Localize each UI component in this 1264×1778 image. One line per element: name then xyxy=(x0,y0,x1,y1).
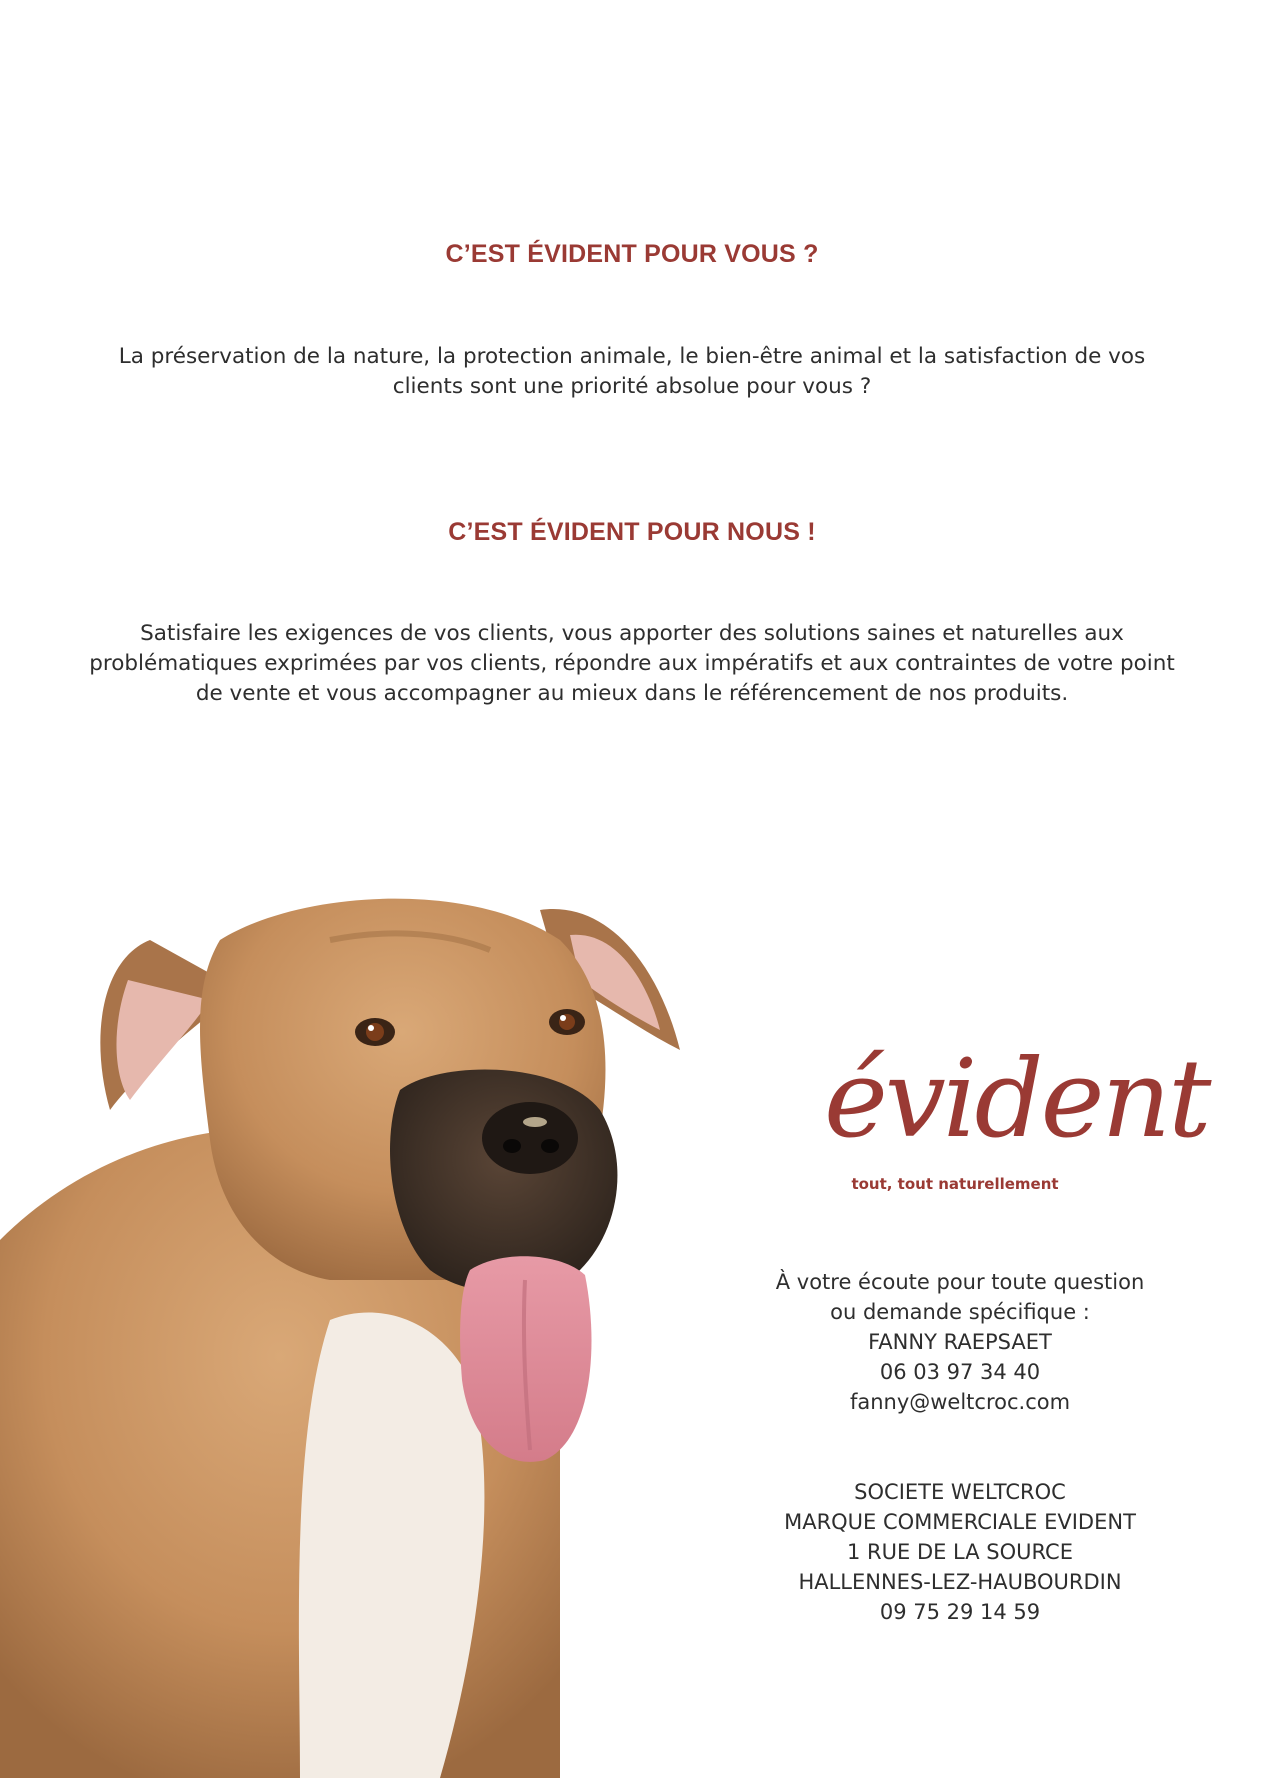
company-street: 1 RUE DE LA SOURCE xyxy=(847,1540,1073,1564)
contact-name: FANNY RAEPSAET xyxy=(868,1330,1052,1354)
dog-photo xyxy=(0,880,720,1778)
company-city: HALLENNES-LEZ-HAUBOURDIN xyxy=(798,1570,1122,1594)
paragraph-pour-nous xyxy=(60,619,1204,709)
contact-block xyxy=(730,1267,1190,1417)
company-brand: MARQUE COMMERCIALE EVIDENT xyxy=(784,1510,1136,1534)
contact-intro: ou demande spécifique : xyxy=(830,1300,1090,1324)
heading-pour-vous: C’EST ÉVIDENT POUR VOUS ? xyxy=(445,240,819,268)
contact-email[interactable]: fanny@weltcroc.com xyxy=(849,1390,1071,1414)
logo-tagline: tout, tout naturellement xyxy=(851,1175,1059,1193)
company-address-block xyxy=(730,1477,1190,1627)
evident-logo xyxy=(770,1035,1209,1215)
contact-phone: 06 03 97 34 40 xyxy=(879,1360,1041,1384)
paragraph-line: clients sont une priorité absolue pour vous ? xyxy=(392,374,872,399)
paragraph-line: Satisfaire les exigences de vos clients, vous apporter des solutions saines et naturelles aux xyxy=(140,621,1124,646)
paragraph-pour-vous xyxy=(80,342,1184,402)
logo-wordmark: évident xyxy=(824,1037,1209,1162)
contact-intro: À votre écoute pour toute question xyxy=(775,1270,1145,1294)
company-phone: 09 75 29 14 59 xyxy=(879,1600,1041,1624)
paragraph-line: de vente et vous accompagner au mieux dans le référencement de nos produits. xyxy=(195,681,1069,706)
paragraph-line: La préservation de la nature, la protection animale, le bien-être animal et la satisfaction de vos xyxy=(118,344,1146,369)
heading-pour-nous: C’EST ÉVIDENT POUR NOUS ! xyxy=(448,518,816,546)
company-name: SOCIETE WELTCROC xyxy=(854,1480,1066,1504)
paragraph-line: problématiques exprimées par vos clients, répondre aux impératifs et aux contraintes de votre point xyxy=(89,651,1175,676)
